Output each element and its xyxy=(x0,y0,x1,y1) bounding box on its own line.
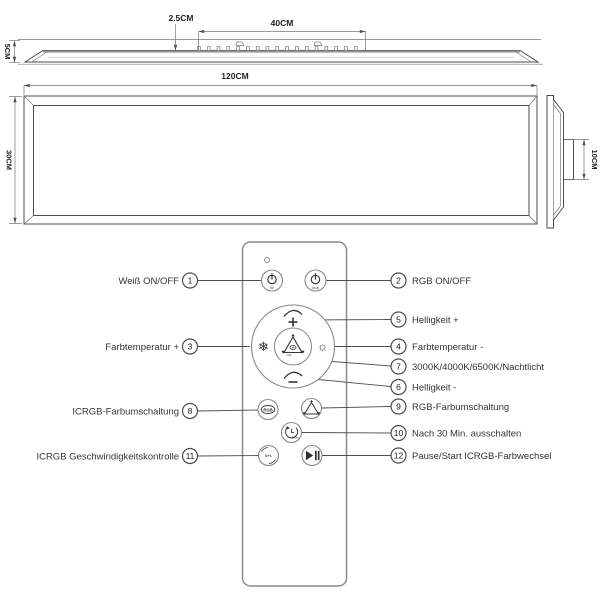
power-rgb-button xyxy=(305,270,326,291)
callout-5 xyxy=(391,312,406,327)
dim-label-120cm: 120CM xyxy=(221,71,249,81)
callout-3 xyxy=(183,339,198,354)
callout-2 xyxy=(391,273,406,288)
svg-text:10: 10 xyxy=(393,428,404,439)
mounting-plate-bumps xyxy=(198,47,358,51)
dimension-30cm xyxy=(5,97,23,224)
label-nach-30-min: Nach 30 Min. ausschalten xyxy=(412,428,522,440)
end-frame-bar xyxy=(547,96,554,229)
label-helligkeit-minus: Helligkeit - xyxy=(412,382,457,394)
speed-label: S+/- xyxy=(264,454,273,459)
label-helligkeit-plus: Helligkeit + xyxy=(412,315,459,326)
label-farbtemperatur-minus: Farbtemperatur - xyxy=(412,342,484,353)
callout-11 xyxy=(183,449,198,464)
label-pause-start: Pause/Start ICRGB-Farbwechsel xyxy=(412,451,552,462)
svg-text:2: 2 xyxy=(396,275,401,286)
snowflake-icon: ❄ xyxy=(258,339,269,354)
pause-icon xyxy=(315,451,317,460)
rgb-mode-button xyxy=(258,400,278,420)
svg-text:11: 11 xyxy=(185,451,195,462)
label-icrgb-farbumschaltung: ICRGB-Farbumschaltung xyxy=(72,406,179,418)
dimension-5cm xyxy=(3,41,20,63)
front-view xyxy=(5,71,538,224)
panel-diffuser xyxy=(34,106,530,216)
timer-30min-button xyxy=(282,423,302,443)
top-profile-view xyxy=(3,13,543,64)
callout-6 xyxy=(391,380,406,395)
end-housing xyxy=(554,100,564,221)
end-view xyxy=(547,96,599,229)
mounting-bracket xyxy=(564,140,574,180)
dimension-2-5cm xyxy=(168,13,193,51)
svg-text:4: 4 xyxy=(396,341,401,352)
power-white-button xyxy=(262,270,283,291)
dimension-120cm xyxy=(24,71,537,95)
dim-label-2-5cm: 2.5CM xyxy=(168,13,194,23)
callout-9 xyxy=(391,399,406,414)
svg-text:6: 6 xyxy=(396,382,401,393)
remote-control xyxy=(198,242,391,586)
connector-clip-icon xyxy=(314,42,322,46)
callout-7 xyxy=(391,359,406,374)
connector-clip-icon xyxy=(236,42,244,46)
rgb-label: RGB xyxy=(263,407,273,413)
dimension-40cm xyxy=(199,18,366,50)
svg-text:8: 8 xyxy=(187,406,193,417)
sun-icon: ☼ xyxy=(317,339,328,354)
label-weiss-on-off: Weiß ON/OFF xyxy=(118,276,179,287)
cw-label: CW xyxy=(286,353,292,357)
remote-body xyxy=(243,242,347,586)
label-farbtemperatur-plus: Farbtemperatur + xyxy=(105,342,179,353)
svg-text:1: 1 xyxy=(187,275,193,286)
dim-label-5cm: 5CM xyxy=(3,43,12,60)
svg-text:12: 12 xyxy=(393,450,404,461)
power-white-letter: W xyxy=(270,285,274,290)
svg-text:5: 5 xyxy=(396,314,401,325)
label-kelvin-nachtlicht: 3000K/4000K/6500K/Nachtlicht xyxy=(412,362,545,373)
central-dial xyxy=(252,305,335,388)
label-icrgb-geschwindigkeitskontrolle: ICRGB Geschwindigkeitskontrolle xyxy=(36,451,179,463)
icrgb-speed-button xyxy=(259,446,279,466)
svg-text:7: 7 xyxy=(396,361,401,372)
label-rgb-farbumschaltung: RGB-Farbumschaltung xyxy=(412,402,510,413)
callout-8 xyxy=(183,404,198,419)
callout-12 xyxy=(391,448,406,463)
label-rgb-on-off: RGB ON/OFF xyxy=(412,276,472,287)
dim-label-30cm: 30CM xyxy=(4,149,14,171)
callout-4 xyxy=(391,339,406,354)
dim-label-40cm: 40CM xyxy=(270,18,294,28)
rgb-cycle-button xyxy=(302,399,322,419)
svg-text:9: 9 xyxy=(396,401,401,412)
callout-10 xyxy=(391,426,406,441)
play-pause-button xyxy=(302,446,322,466)
dim-label-10cm: 10CM xyxy=(590,149,599,170)
timer-label: 30min xyxy=(291,436,299,440)
callout-1 xyxy=(183,273,198,288)
power-rgb-letters: RGB xyxy=(312,285,319,290)
svg-text:3: 3 xyxy=(187,341,193,352)
color-temp-cycle-button xyxy=(275,328,312,365)
